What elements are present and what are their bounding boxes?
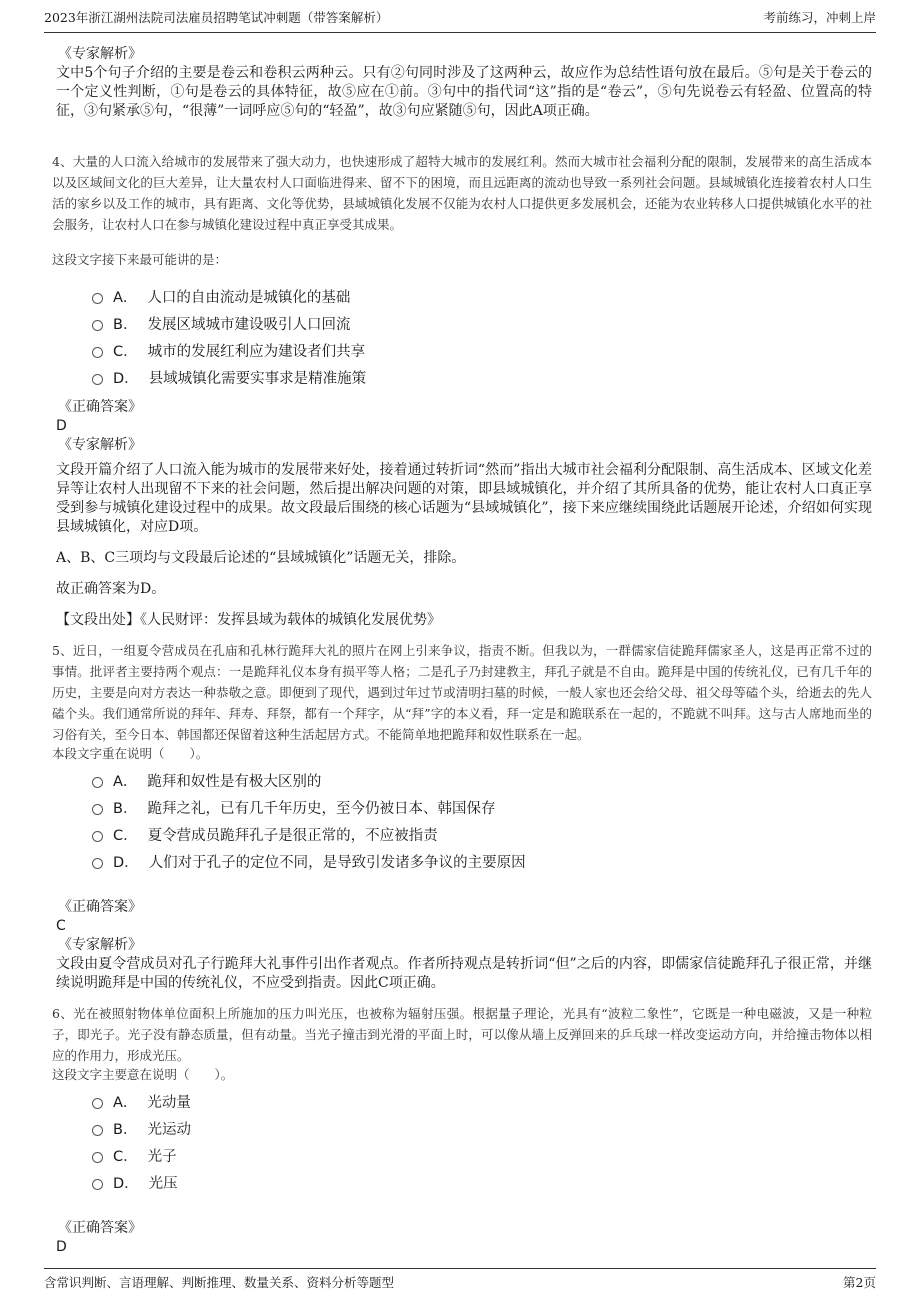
option-a[interactable]: A． 光动量 [92, 1088, 872, 1115]
expert-analysis-label: 《专家解析》 [58, 437, 142, 453]
analysis-paragraph: A、B、C三项均与文段最后论述的“县域城镇化”话题无关，排除。 [56, 550, 466, 566]
radio-icon[interactable] [92, 320, 103, 331]
option-d[interactable]: D． 人们对于孔子的定位不同，是导致引发诸多争议的主要原因 [92, 848, 872, 875]
source-citation: 【文段出处】《人民财评：发挥县域为载体的城镇化发展优势》 [56, 612, 441, 628]
correct-answer-label: 《正确答案》 [58, 1220, 142, 1236]
option-a[interactable]: A． 跪拜和奴性是有极大区别的 [92, 767, 872, 794]
document-title: 2023年浙江湖州法院司法雇员招聘笔试冲刺题（带答案解析） [44, 10, 389, 25]
radio-icon[interactable] [92, 858, 103, 869]
page-content [52, 38, 872, 1256]
correct-answer-value: D [56, 418, 67, 434]
question-4-options [92, 283, 872, 391]
radio-icon[interactable] [92, 1152, 103, 1163]
radio-icon[interactable] [92, 1098, 103, 1109]
option-b[interactable]: B． 光运动 [92, 1115, 872, 1142]
correct-answer-label: 《正确答案》 [58, 399, 142, 415]
option-b[interactable]: B． 发展区域城市建设吸引人口回流 [92, 310, 872, 337]
question-5-text: 5、近日，一组夏令营成员在孔庙和孔林行跪拜大礼的照片在网上引来争议，指责不断。但我以为，一群儒家信徒跪拜儒家圣人，这是再正常不过的事情。批评者主要持两个观点：一是跪拜礼仪本身有损平等人格；二是孔子乃封建教主，拜孔子就是不自由。跪拜是中国的传统礼仪，已有几千年的历史，主要是向对方表达一种恭敬之意。即便到了现代，遇到过年过节或清明扫墓的时候，一般人家也还会给父母、祖父母等磕个头，给逝去的先人磕个头。我们通常所说的拜年、拜寿、拜祭，都有一个拜字，从“拜”字的本义看，拜一定是和跪联系在一起的，不跪就不叫拜。这与古人席地而坐的习俗有关，至今日本、韩国都还保留着这种生活起居方式。不能简单地把跪拜和奴性联系在一起。 [52, 643, 872, 742]
radio-icon[interactable] [92, 777, 103, 788]
question-6-options [92, 1088, 872, 1196]
expert-analysis-label: 《专家解析》 [58, 937, 142, 953]
option-d[interactable]: D． 光压 [92, 1169, 872, 1196]
question-5-options [92, 767, 872, 875]
radio-icon[interactable] [92, 347, 103, 358]
expert-analysis-text: 文段由夏令营成员对孔子行跪拜大礼事件引出作者观点。作者所持观点是转折词“但”之后的内容，即儒家信徒跪拜孔子很正常，并继续说明跪拜是中国的传统礼仪，不应受到指责。因此C项正确。 [56, 956, 872, 991]
radio-icon[interactable] [92, 1125, 103, 1136]
header-slogan: 考前练习，冲刺上岸 [763, 10, 876, 25]
question-6-text: 6、光在被照射物体单位面积上所施加的压力叫光压，也被称为辐射压强。根据量子理论，光具有“波粒二象性”，它既是一种电磁波，又是一种粒子，即光子。光子没有静态质量，但有动量。当光子撞击到光滑的平面上时，可以像从墙上反弹回来的乒乓球一样改变运动方向，并给撞击物体以相应的作用力，形成光压。 [52, 1006, 872, 1063]
radio-icon[interactable] [92, 374, 103, 385]
option-d[interactable]: D． 县域城镇化需要实事求是精准施策 [92, 364, 872, 391]
analysis-paragraph: 故正确答案为D。 [56, 581, 166, 597]
footer-topics: 含常识判断、言语理解、判断推理、数量关系、资料分析等题型 [44, 1275, 395, 1290]
page-number: 第2页 [843, 1275, 876, 1290]
question-4-prompt: 这段文字接下来最可能讲的是： [52, 252, 228, 267]
correct-answer-label: 《正确答案》 [58, 899, 142, 915]
question-5-prompt: 本段文字重在说明（ ）。 [52, 746, 209, 761]
question-4-text: 4、大量的人口流入给城市的发展带来了强大动力，也快速形成了超特大城市的发展红利。然而大城市社会福利分配的限制，发展带来的高生活成本以及区域间文化的巨大差异，让大量农村人口面临进得来、留不下的困境，而且远距离的流动也导致一系列社会问题。县域城镇化连接着农村人口生活的家乡以及工作的城市，具有距离、文化等优势，县域城镇化发展不仅能为农村人口提供更多发展机会，还能为农业转移人口提供城镇化水平的社会服务，让农村人口在参与城镇化建设过程中真正享受其成果。 [52, 154, 872, 232]
radio-icon[interactable] [92, 293, 103, 304]
expert-analysis-label: 《专家解析》 [58, 46, 142, 62]
expert-analysis-text: 文中5个句子介绍的主要是卷云和卷积云两种云。只有②句同时涉及了这两种云，故应作为总结性语句放在最后。⑤句是关于卷云的一个定义性判断，①句是卷云的具体特征，故⑤应在①前。③句中的指代词“这”指的是“卷云”，⑤句先说卷云有轻盈、位置高的特征，③句紧承⑤句，“很薄”一词呼应⑤句的“轻盈”，故③句应紧随⑤句，因此A项正确。 [56, 65, 872, 119]
option-c[interactable]: C． 夏令营成员跪拜孔子是很正常的，不应被指责 [92, 821, 872, 848]
page-header [44, 8, 876, 33]
radio-icon[interactable] [92, 804, 103, 815]
option-a[interactable]: A． 人口的自由流动是城镇化的基础 [92, 283, 872, 310]
correct-answer-value: C [56, 918, 66, 934]
option-c[interactable]: C． 城市的发展红利应为建设者们共享 [92, 337, 872, 364]
expert-analysis-text: 文段开篇介绍了人口流入能为城市的发展带来好处，接着通过转折词“然而”指出大城市社会福利分配限制、高生活成本、区域文化差异等让农村人出现留不下来的社会问题，然后提出解决问题的对策，即县域城镇化，并介绍了其所具备的优势，能让农村人口真正享受到参与城镇化建设过程中的成果。故文段最后围绕的核心话题为“县域城镇化”，接下来应继续围绕此话题展开论述，介绍如何实现县域城镇化，对应D项。 [56, 462, 872, 535]
option-b[interactable]: B． 跪拜之礼，已有几千年历史，至今仍被日本、韩国保存 [92, 794, 872, 821]
question-6-prompt: 这段文字主要意在说明（ ）。 [52, 1067, 234, 1082]
correct-answer-value: D [56, 1239, 67, 1255]
page-footer [44, 1268, 876, 1295]
radio-icon[interactable] [92, 1179, 103, 1190]
radio-icon[interactable] [92, 831, 103, 842]
option-c[interactable]: C． 光子 [92, 1142, 872, 1169]
